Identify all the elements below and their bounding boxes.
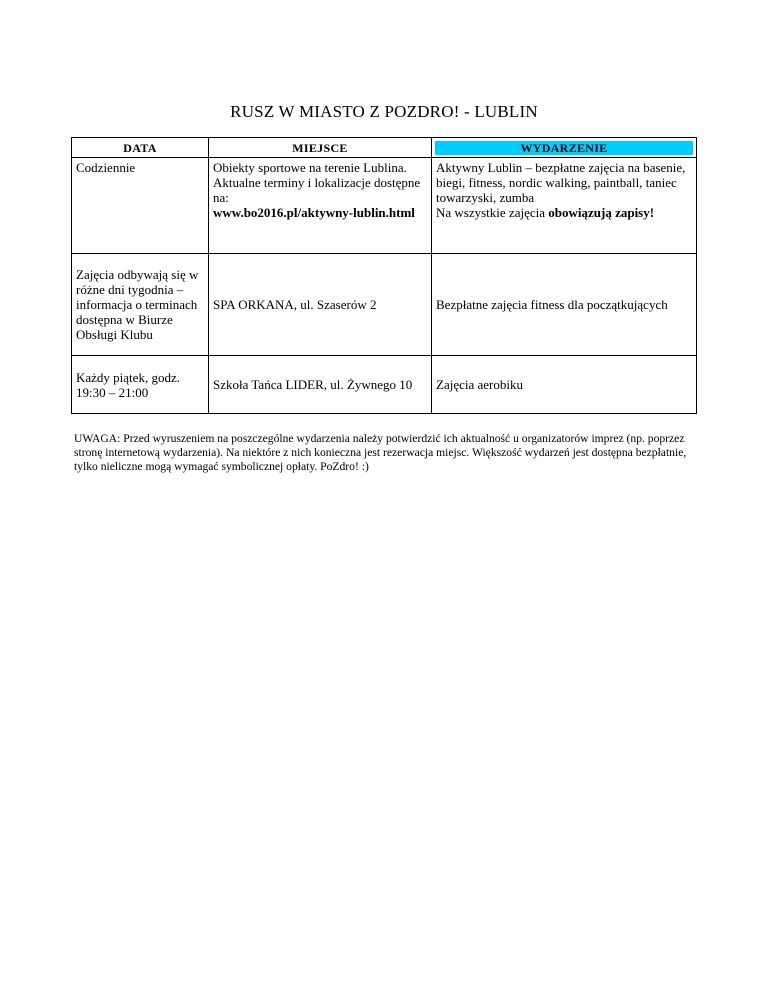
table-row bbox=[72, 356, 697, 414]
cell-data bbox=[72, 254, 209, 356]
registration-note bbox=[436, 205, 692, 220]
header-data: DATA bbox=[72, 138, 209, 158]
cell-text-line: Każdy piątek, godz. bbox=[76, 369, 180, 385]
cell-text-line: 19:30 – 21:00 bbox=[76, 384, 149, 400]
cell-text-line: Obsługi Klubu bbox=[76, 327, 153, 342]
event-link[interactable]: www.bo2016.pl/aktywny-lublin.html bbox=[213, 205, 415, 220]
cell-data: Codziennie bbox=[72, 158, 209, 254]
cell-text-line: towarzyski, zumba bbox=[436, 190, 535, 205]
table-row bbox=[72, 158, 697, 254]
cell-text-line: na: bbox=[213, 190, 229, 205]
cell-text-line: biegi, fitness, nordic walking, paintball, taniec bbox=[436, 175, 677, 190]
table-header-row bbox=[72, 138, 697, 158]
cell-data bbox=[72, 356, 209, 414]
note-line: stronę internetową wydarzenia). Na niektóre z nich konieczna jest rezerwacja miejsc. Większość wydarzeń jest dostępna bezpłatnie, bbox=[74, 446, 687, 459]
cell-miejsce bbox=[209, 158, 432, 254]
cell-wydarzenie: Bezpłatne zajęcia fitness dla początkujących bbox=[432, 254, 697, 356]
cell-text-line: Zajęcia odbywają się w bbox=[76, 267, 199, 282]
page-title: RUSZ W MIASTO Z POZDRO! - LUBLIN bbox=[230, 102, 538, 121]
cell-wydarzenie bbox=[432, 158, 697, 254]
cell-miejsce: SPA ORKANA, ul. Szaserów 2 bbox=[209, 254, 432, 356]
table-row bbox=[72, 254, 697, 356]
header-wydarzenie-label: WYDARZENIE bbox=[435, 141, 693, 155]
events-table bbox=[71, 137, 697, 414]
cell-text-line: różne dni tygodnia – bbox=[76, 282, 184, 297]
note-line: tylko nieliczne mogą wymagać symbolicznej opłaty. PoZdro! :) bbox=[74, 460, 369, 473]
header-miejsce: MIEJSCE bbox=[209, 138, 432, 158]
warning-note bbox=[74, 432, 704, 474]
cell-text-line: dostępna w Biurze bbox=[76, 312, 173, 327]
cell-text-line: Aktywny Lublin – bezpłatne zajęcia na basenie, bbox=[436, 160, 686, 175]
cell-miejsce: Szkoła Tańca LIDER, ul. Żywnego 10 bbox=[209, 356, 432, 414]
registration-note-bold: obowiązują zapisy! bbox=[548, 205, 655, 220]
registration-note-prefix: Na wszystkie zajęcia bbox=[436, 205, 549, 220]
cell-wydarzenie: Zajęcia aerobiku bbox=[432, 356, 697, 414]
cell-text-line: Aktualne terminy i lokalizacje dostępne bbox=[213, 175, 421, 190]
cell-text-line: Obiekty sportowe na terenie Lublina. bbox=[213, 160, 407, 175]
cell-text-line: informacja o terminach bbox=[76, 297, 198, 312]
note-line: UWAGA: Przed wyruszeniem na poszczególne wydarzenia należy potwierdzić ich aktualność u organizatorów imprez (np. poprzez bbox=[74, 432, 685, 445]
header-wydarzenie bbox=[432, 138, 697, 158]
